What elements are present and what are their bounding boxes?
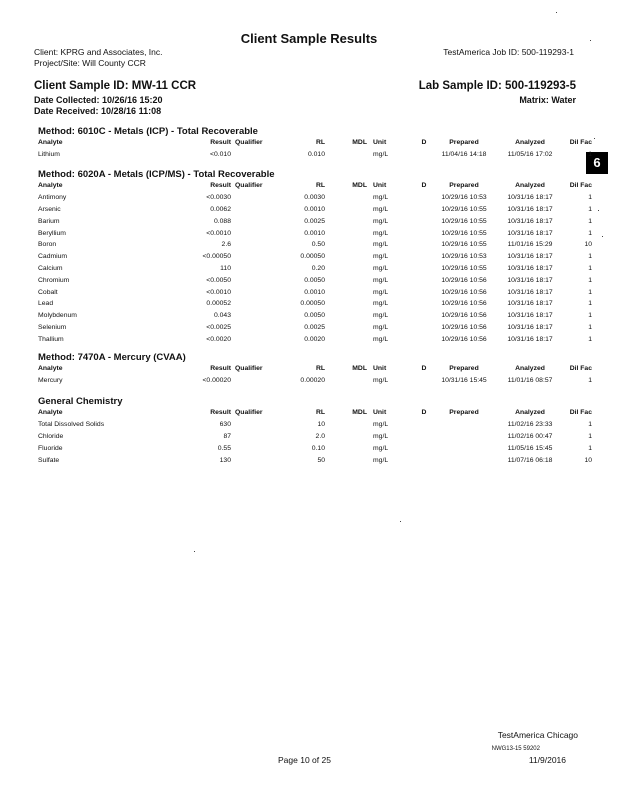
- col-header-rl: RL: [315, 409, 325, 417]
- cell-qualifier: [231, 431, 275, 443]
- cell-analyte: Total Dissolved Solids: [38, 421, 105, 429]
- cell-analyzed: 10/31/16 18:17: [507, 229, 553, 237]
- cell-d: [417, 149, 431, 161]
- cell-d: [417, 215, 431, 227]
- report-date: 11/9/2016: [528, 755, 566, 765]
- cell-analyzed: 10/31/16 18:17: [507, 300, 553, 308]
- col-header-rl: RL: [315, 365, 325, 373]
- cell-analyte: Chromium: [38, 276, 70, 284]
- col-header-d: D: [421, 365, 427, 373]
- cell-unit: mg/L: [373, 432, 389, 440]
- cell-qualifier: [231, 215, 275, 227]
- cell-prepared: 10/29/16 10:56: [441, 276, 487, 284]
- cell-result: <0.0050: [206, 276, 231, 284]
- cell-mdl: [325, 442, 367, 454]
- cell-prepared: [431, 442, 497, 454]
- method-title: Method: 7470A - Mercury (CVAA): [38, 352, 186, 363]
- table-row: [38, 431, 592, 443]
- lab-name: TestAmerica Chicago: [497, 730, 578, 740]
- table-header-row: [38, 180, 592, 192]
- cell-analyte: Antimony: [38, 194, 67, 202]
- cell-qualifier: [231, 286, 275, 298]
- cell-dil-fac: 1: [588, 432, 592, 440]
- col-header-dil-fac: Dil Fac: [569, 139, 592, 147]
- cell-prepared: 10/29/16 10:55: [441, 264, 487, 272]
- col-header-qualifier: Qualifier: [235, 139, 263, 147]
- cell-analyte: Barium: [38, 217, 60, 225]
- project-site: Project/Site: Will County CCR: [34, 58, 146, 68]
- table-header-row: [38, 363, 592, 375]
- cell-unit: mg/L: [373, 229, 389, 237]
- col-header-analyte: Analyte: [38, 409, 63, 417]
- cell-dil-fac: 1: [588, 276, 592, 284]
- cell-d: [417, 274, 431, 286]
- table-row: [38, 251, 592, 263]
- cell-mdl: [325, 454, 367, 466]
- col-header-mdl: MDL: [352, 139, 367, 147]
- cell-analyzed: 10/31/16 18:17: [507, 194, 553, 202]
- cell-analyte: Cobalt: [38, 288, 58, 296]
- table-row: [38, 442, 592, 454]
- cell-analyzed: 10/31/16 18:17: [507, 217, 553, 225]
- cell-analyzed: 11/05/16 15:45: [507, 444, 553, 452]
- cell-unit: mg/L: [373, 241, 389, 249]
- cell-prepared: 10/29/16 10:55: [441, 205, 487, 213]
- cell-dil-fac: 10: [584, 241, 592, 249]
- table-row: [38, 375, 592, 387]
- table-row: [38, 419, 592, 431]
- lab-sample-id: Lab Sample ID: 500-119293-5: [418, 80, 576, 92]
- col-header-analyte: Analyte: [38, 139, 63, 147]
- cell-dil-fac: 1: [588, 323, 592, 331]
- col-header-d: D: [421, 182, 427, 190]
- cell-d: [417, 192, 431, 204]
- cell-unit: mg/L: [373, 421, 389, 429]
- cell-prepared: 10/29/16 10:56: [441, 312, 487, 320]
- col-header-dil-fac: Dil Fac: [569, 182, 592, 190]
- cell-prepared: [431, 454, 497, 466]
- col-header-prepared: Prepared: [449, 139, 479, 147]
- cell-d: [417, 454, 431, 466]
- table-row: [38, 454, 592, 466]
- cell-analyzed: 11/02/16 23:33: [507, 421, 553, 429]
- results-rows: [38, 419, 592, 466]
- cell-rl: 0.0010: [304, 288, 325, 296]
- cell-d: [417, 227, 431, 239]
- cell-analyte: Calcium: [38, 264, 63, 272]
- cell-dil-fac: 1: [588, 335, 592, 343]
- cell-qualifier: [231, 419, 275, 431]
- page-title: Client Sample Results: [240, 31, 378, 46]
- cell-prepared: [431, 431, 497, 443]
- cell-analyte: Thallium: [38, 335, 64, 343]
- col-header-d: D: [421, 409, 427, 417]
- cell-d: [417, 333, 431, 345]
- cell-dil-fac: 1: [588, 288, 592, 296]
- cell-mdl: [325, 192, 367, 204]
- cell-qualifier: [231, 149, 275, 161]
- scan-speck: [590, 40, 591, 41]
- cell-rl: 0.0050: [304, 312, 325, 320]
- cell-analyte: Chloride: [38, 432, 64, 440]
- matrix: Matrix: Water: [519, 95, 576, 105]
- table-row: [38, 204, 592, 216]
- cell-analyte: Molybdenum: [38, 312, 77, 320]
- cell-dil-fac: 1: [588, 300, 592, 308]
- cell-dil-fac: 1: [588, 444, 592, 452]
- col-header-analyzed: Analyzed: [515, 409, 545, 417]
- cell-analyzed: 10/31/16 18:17: [507, 205, 553, 213]
- cell-result: <0.00050: [202, 253, 231, 261]
- cell-analyzed: 11/01/16 15:29: [507, 241, 553, 249]
- table-header-row: [38, 407, 592, 419]
- report-code: NWG13-15 59202: [491, 746, 540, 752]
- results-table-6010c: [38, 137, 592, 161]
- cell-qualifier: [231, 263, 275, 275]
- cell-rl: 50: [317, 456, 325, 464]
- cell-dil-fac: 1: [588, 253, 592, 261]
- col-header-rl: RL: [315, 182, 325, 190]
- cell-prepared: 10/31/16 15:45: [441, 377, 487, 385]
- cell-result: <0.00020: [202, 377, 231, 385]
- cell-dil-fac: 1: [588, 377, 592, 385]
- cell-analyte: Arsenic: [38, 205, 61, 213]
- cell-analyzed: 11/02/16 00:47: [507, 432, 553, 440]
- cell-rl: 0.0020: [304, 335, 325, 343]
- cell-prepared: 10/29/16 10:55: [441, 241, 487, 249]
- cell-unit: mg/L: [373, 335, 389, 343]
- cell-result: <0.0010: [206, 288, 231, 296]
- cell-mdl: [325, 310, 367, 322]
- scan-speck: [194, 551, 195, 552]
- table-row: [38, 298, 592, 310]
- section-tab: 6: [586, 152, 608, 174]
- cell-analyzed: 11/01/16 08:57: [507, 377, 553, 385]
- cell-analyzed: 10/31/16 18:17: [507, 276, 553, 284]
- cell-d: [417, 442, 431, 454]
- cell-analyzed: 11/05/16 17:02: [507, 151, 553, 159]
- cell-mdl: [325, 333, 367, 345]
- cell-analyte: Beryllium: [38, 229, 66, 237]
- table-row: [38, 286, 592, 298]
- cell-mdl: [325, 419, 367, 431]
- cell-d: [417, 263, 431, 275]
- scan-speck: [594, 138, 595, 139]
- cell-mdl: [325, 298, 367, 310]
- cell-rl: 0.00020: [300, 377, 325, 385]
- table-header-row: [38, 137, 592, 149]
- cell-unit: mg/L: [373, 288, 389, 296]
- cell-rl: 0.0025: [304, 217, 325, 225]
- cell-rl: 0.0030: [304, 194, 325, 202]
- col-header-analyzed: Analyzed: [515, 139, 545, 147]
- col-header-mdl: MDL: [352, 182, 367, 190]
- cell-prepared: 10/29/16 10:56: [441, 300, 487, 308]
- cell-analyte: Lithium: [38, 151, 60, 159]
- cell-unit: mg/L: [373, 456, 389, 464]
- cell-rl: 0.0010: [304, 205, 325, 213]
- cell-rl: 0.0025: [304, 323, 325, 331]
- client-name: Client: KPRG and Associates, Inc.: [34, 47, 163, 57]
- col-header-qualifier: Qualifier: [235, 409, 263, 417]
- cell-mdl: [325, 274, 367, 286]
- cell-prepared: 10/29/16 10:56: [441, 288, 487, 296]
- cell-mdl: [325, 215, 367, 227]
- cell-rl: 0.0050: [304, 276, 325, 284]
- cell-prepared: 10/29/16 10:56: [441, 323, 487, 331]
- cell-qualifier: [231, 204, 275, 216]
- cell-result: 2.6: [221, 241, 231, 249]
- col-header-analyzed: Analyzed: [515, 182, 545, 190]
- cell-mdl: [325, 204, 367, 216]
- cell-analyte: Sulfate: [38, 456, 60, 464]
- col-header-dil-fac: Dil Fac: [569, 365, 592, 373]
- cell-prepared: 11/04/16 14:18: [441, 151, 487, 159]
- cell-result: 630: [219, 421, 231, 429]
- cell-qualifier: [231, 322, 275, 334]
- page-number: Page 10 of 25: [278, 755, 331, 765]
- results-rows: [38, 192, 592, 345]
- cell-mdl: [325, 286, 367, 298]
- cell-mdl: [325, 239, 367, 251]
- date-received: Date Received: 10/28/16 11:08: [34, 106, 162, 116]
- cell-result: 0.088: [213, 217, 231, 225]
- cell-d: [417, 431, 431, 443]
- cell-result: <0.0010: [206, 229, 231, 237]
- cell-analyzed: 10/31/16 18:17: [507, 323, 553, 331]
- cell-prepared: 10/29/16 10:53: [441, 194, 487, 202]
- cell-dil-fac: 1: [588, 421, 592, 429]
- col-header-result: Result: [210, 139, 231, 147]
- cell-unit: mg/L: [373, 217, 389, 225]
- col-header-prepared: Prepared: [449, 365, 479, 373]
- cell-unit: mg/L: [373, 253, 389, 261]
- method-title: General Chemistry: [38, 396, 123, 407]
- col-header-d: D: [421, 139, 427, 147]
- cell-result: <0.0025: [206, 323, 231, 331]
- cell-d: [417, 239, 431, 251]
- client-sample-id: Client Sample ID: MW-11 CCR: [34, 80, 197, 92]
- cell-qualifier: [231, 375, 275, 387]
- cell-unit: mg/L: [373, 377, 389, 385]
- results-table-general-chemistry: [38, 407, 592, 466]
- cell-analyzed: 10/31/16 18:17: [507, 288, 553, 296]
- cell-analyzed: 11/07/16 06:18: [507, 456, 553, 464]
- cell-rl: 0.50: [311, 241, 325, 249]
- col-header-analyte: Analyte: [38, 182, 63, 190]
- cell-unit: mg/L: [373, 276, 389, 284]
- cell-dil-fac: 1: [588, 194, 592, 202]
- job-id: TestAmerica Job ID: 500-119293-1: [443, 47, 574, 57]
- results-rows: [38, 375, 592, 387]
- table-row: [38, 227, 592, 239]
- table-row: [38, 333, 592, 345]
- col-header-unit: Unit: [373, 409, 387, 417]
- cell-qualifier: [231, 239, 275, 251]
- col-header-mdl: MDL: [352, 365, 367, 373]
- cell-analyte: Mercury: [38, 377, 63, 385]
- cell-d: [417, 251, 431, 263]
- col-header-qualifier: Qualifier: [235, 182, 263, 190]
- cell-prepared: [431, 419, 497, 431]
- cell-result: <0.0030: [206, 194, 231, 202]
- col-header-rl: RL: [315, 139, 325, 147]
- cell-unit: mg/L: [373, 300, 389, 308]
- cell-analyte: Lead: [38, 300, 54, 308]
- cell-d: [417, 322, 431, 334]
- results-rows: [38, 149, 592, 161]
- cell-analyte: Boron: [38, 241, 57, 249]
- table-row: [38, 263, 592, 275]
- col-header-analyte: Analyte: [38, 365, 63, 373]
- table-row: [38, 274, 592, 286]
- cell-dil-fac: 10: [584, 456, 592, 464]
- cell-mdl: [325, 322, 367, 334]
- cell-qualifier: [231, 227, 275, 239]
- cell-dil-fac: 1: [588, 312, 592, 320]
- method-title: Method: 6020A - Metals (ICP/MS) - Total Recoverable: [38, 169, 275, 180]
- cell-rl: 10: [317, 421, 325, 429]
- cell-result: <0.0020: [206, 335, 231, 343]
- col-header-result: Result: [210, 409, 231, 417]
- cell-unit: mg/L: [373, 312, 389, 320]
- col-header-qualifier: Qualifier: [235, 365, 263, 373]
- cell-dil-fac: 1: [588, 151, 592, 159]
- cell-qualifier: [231, 454, 275, 466]
- method-title: Method: 6010C - Metals (ICP) - Total Recoverable: [38, 126, 258, 137]
- cell-d: [417, 419, 431, 431]
- cell-unit: mg/L: [373, 194, 389, 202]
- cell-rl: 0.10: [311, 444, 325, 452]
- cell-unit: mg/L: [373, 264, 389, 272]
- cell-mdl: [325, 251, 367, 263]
- cell-result: 87: [223, 432, 231, 440]
- cell-dil-fac: 1: [588, 217, 592, 225]
- col-header-prepared: Prepared: [449, 409, 479, 417]
- cell-mdl: [325, 263, 367, 275]
- cell-qualifier: [231, 192, 275, 204]
- cell-d: [417, 310, 431, 322]
- cell-prepared: 10/29/16 10:53: [441, 253, 487, 261]
- cell-result: 0.55: [217, 444, 231, 452]
- cell-unit: mg/L: [373, 205, 389, 213]
- date-collected: Date Collected: 10/26/16 15:20: [34, 95, 163, 105]
- cell-rl: 0.00050: [300, 253, 325, 261]
- cell-rl: 0.20: [311, 264, 325, 272]
- cell-rl: 0.010: [307, 151, 325, 159]
- col-header-unit: Unit: [373, 182, 387, 190]
- cell-qualifier: [231, 298, 275, 310]
- scan-speck: [602, 236, 603, 237]
- cell-qualifier: [231, 310, 275, 322]
- cell-d: [417, 286, 431, 298]
- results-table-6020a: [38, 180, 592, 345]
- cell-result: 130: [219, 456, 231, 464]
- cell-unit: mg/L: [373, 323, 389, 331]
- cell-prepared: 10/29/16 10:55: [441, 229, 487, 237]
- cell-result: 0.043: [213, 312, 231, 320]
- table-row: [38, 215, 592, 227]
- cell-dil-fac: 1: [588, 264, 592, 272]
- col-header-unit: Unit: [373, 365, 387, 373]
- cell-result: <0.010: [210, 151, 231, 159]
- cell-analyte: Cadmium: [38, 253, 68, 261]
- cell-mdl: [325, 375, 367, 387]
- cell-rl: 0.00050: [300, 300, 325, 308]
- cell-analyzed: 10/31/16 18:17: [507, 312, 553, 320]
- cell-analyte: Selenium: [38, 323, 67, 331]
- table-row: [38, 149, 592, 161]
- scan-speck: [400, 521, 401, 522]
- col-header-dil-fac: Dil Fac: [569, 409, 592, 417]
- cell-analyte: Fluoride: [38, 444, 63, 452]
- col-header-analyzed: Analyzed: [515, 365, 545, 373]
- cell-analyzed: 10/31/16 18:17: [507, 253, 553, 261]
- cell-dil-fac: 1: [588, 229, 592, 237]
- cell-result: 0.0062: [210, 205, 231, 213]
- cell-rl: 0.0010: [304, 229, 325, 237]
- table-row: [38, 192, 592, 204]
- cell-analyzed: 10/31/16 18:17: [507, 264, 553, 272]
- cell-rl: 2.0: [315, 432, 325, 440]
- cell-dil-fac: 1: [588, 205, 592, 213]
- cell-unit: mg/L: [373, 151, 389, 159]
- scan-speck: [556, 12, 557, 13]
- cell-result: 0.00052: [206, 300, 231, 308]
- cell-qualifier: [231, 442, 275, 454]
- cell-qualifier: [231, 251, 275, 263]
- cell-d: [417, 375, 431, 387]
- col-header-result: Result: [210, 365, 231, 373]
- table-row: [38, 322, 592, 334]
- cell-unit: mg/L: [373, 444, 389, 452]
- results-table-7470a: [38, 363, 592, 387]
- col-header-unit: Unit: [373, 139, 387, 147]
- cell-mdl: [325, 431, 367, 443]
- cell-d: [417, 298, 431, 310]
- cell-mdl: [325, 149, 367, 161]
- cell-result: 110: [220, 264, 231, 272]
- scan-speck: [598, 210, 599, 211]
- cell-qualifier: [231, 333, 275, 345]
- col-header-prepared: Prepared: [449, 182, 479, 190]
- col-header-mdl: MDL: [352, 409, 367, 417]
- cell-qualifier: [231, 274, 275, 286]
- cell-d: [417, 204, 431, 216]
- cell-prepared: 10/29/16 10:56: [441, 335, 487, 343]
- table-row: [38, 239, 592, 251]
- table-row: [38, 310, 592, 322]
- cell-analyzed: 10/31/16 18:17: [507, 335, 553, 343]
- cell-mdl: [325, 227, 367, 239]
- cell-prepared: 10/29/16 10:55: [441, 217, 487, 225]
- col-header-result: Result: [210, 182, 231, 190]
